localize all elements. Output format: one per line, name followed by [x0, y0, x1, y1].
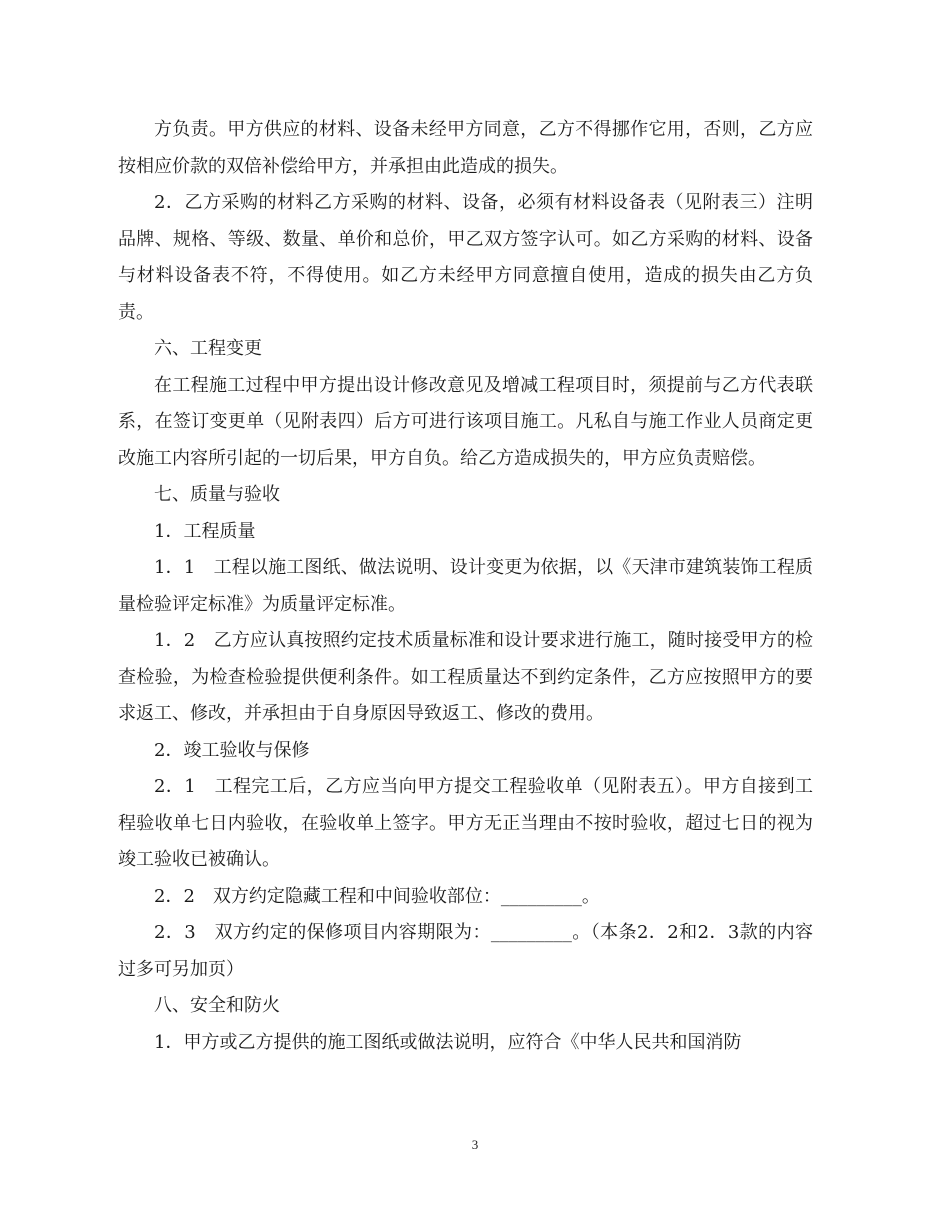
paragraph: 1．2 乙方应认真按照约定技术质量标准和设计要求进行施工，随时接受甲方的检查检验，为检查检验提供便利条件。如工程质量达不到约定条件，乙方应按照甲方的要求返工、修改，并承担由于自身原因导致返工、修改的费用。 — [118, 630, 813, 724]
document-body — [118, 112, 813, 1061]
paragraph: 2．2 双方约定隐藏工程和中间验收部位：_________。 — [154, 885, 600, 907]
section-heading: 六、工程变更 — [154, 338, 262, 359]
paragraph: 方负责。甲方供应的材料、设备未经甲方同意，乙方不得挪作它用，否则，乙方应按相应价款的双倍补偿给甲方，并承担由此造成的损失。 — [118, 119, 813, 177]
section-heading: 八、安全和防火 — [154, 995, 280, 1016]
subsection-heading: 1．工程质量 — [154, 520, 256, 542]
paragraph: 2．3 双方约定的保修项目内容期限为：_________。（本条2．2和2．3款的内容过多可另加页） — [118, 922, 813, 980]
paragraph: 1．1 工程以施工图纸、做法说明、设计变更为依据，以《天津市建筑装饰工程质量检验评定标准》为质量评定标准。 — [118, 557, 813, 615]
paragraph: 在工程施工过程中甲方提出设计修改意见及增减工程项目时，须提前与乙方代表联系，在签订变更单（见附表四）后方可进行该项目施工。凡私自与施工作业人员商定更改施工内容所引起的一切后果，甲方自负。给乙方造成损失的，甲方应负责赔偿。 — [118, 374, 813, 469]
page-number: 3 — [471, 1137, 479, 1152]
subsection-heading: 2．竣工验收与保修 — [154, 739, 310, 761]
section-heading: 七、质量与验收 — [154, 484, 280, 505]
paragraph: 2．1 工程完工后，乙方应当向甲方提交工程验收单（见附表五）。甲方自接到工程验收单七日内验收，在验收单上签字。甲方无正当理由不按时验收，超过七日的视为竣工验收已被确认。 — [118, 776, 813, 870]
paragraph: 1．甲方或乙方提供的施工图纸或做法说明，应符合《中华人民共和国消防 — [154, 1031, 742, 1053]
paragraph: 2．乙方采购的材料乙方采购的材料、设备，必须有材料设备表（见附表三）注明品牌、规格、等级、数量、单价和总价，甲乙双方签字认可。如乙方采购的材料、设备与材料设备表不符，不得使用。如乙方未经甲方同意擅自使用，造成的损失由乙方负责。 — [118, 192, 813, 323]
